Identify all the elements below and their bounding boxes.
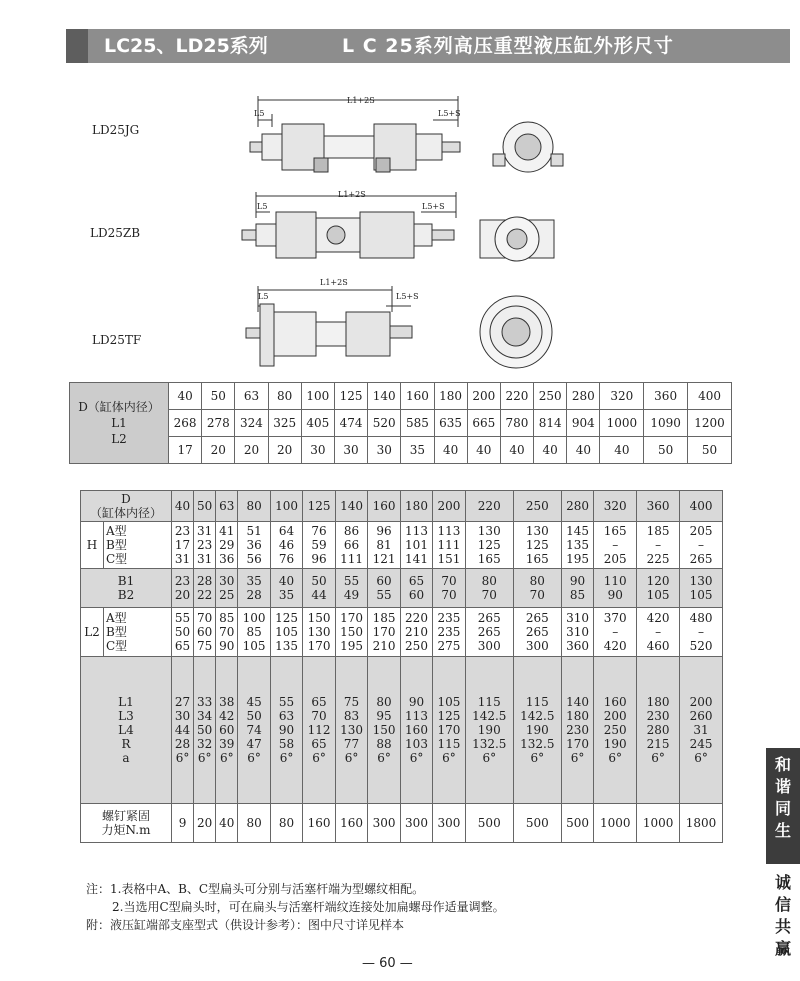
table1-cell: 40 [169, 383, 202, 410]
table2-header-cell: 63 [216, 491, 238, 522]
dim-right-ld25tf: L5+S [396, 292, 419, 301]
table2-cell: 500 [465, 804, 513, 843]
model-label-ld25jg: LD25JG [92, 123, 140, 137]
table2-cell: 75 83 130 77 6° [335, 657, 367, 804]
table1-cell: 63 [235, 383, 268, 410]
table2-header-cell: 200 [433, 491, 465, 522]
table1-cell: 904 [567, 410, 600, 437]
table1-cell: 400 [688, 383, 732, 410]
table1-cell: 80 [268, 383, 301, 410]
table2-cell: 105 125 170 115 6° [433, 657, 465, 804]
table2-cell: 120 105 [637, 569, 680, 608]
table1-cell: 40 [467, 437, 500, 464]
table2-cell: 180 230 280 215 6° [637, 657, 680, 804]
table2-cell: 28 22 [194, 569, 216, 608]
table2-cell: 130 125 165 [513, 522, 561, 569]
table2-cell: 300 [368, 804, 400, 843]
table1-cell: 40 [567, 437, 600, 464]
table2-cell: 300 [433, 804, 465, 843]
table2-header-cell: 360 [637, 491, 680, 522]
dim-left-ld25tf: L5 [258, 292, 269, 301]
table1-cell: 1200 [688, 410, 732, 437]
table2-cell: 40 35 [270, 569, 302, 608]
table2-header-d: D （缸体内径） [81, 491, 172, 522]
dim-right-ld25jg: L5+S [438, 109, 461, 118]
table1-cell: 50 [202, 383, 235, 410]
table2-cell: 80 70 [513, 569, 561, 608]
table2-cell: 55 50 65 [171, 608, 193, 657]
table2-sublabel: A型 B型 C型 [104, 522, 172, 569]
table2-cell: 110 90 [594, 569, 637, 608]
table1-cell: 405 [301, 410, 334, 437]
table1-cell: 1000 [600, 410, 644, 437]
table2-header-cell: 80 [238, 491, 270, 522]
table2-label-h: H [81, 522, 104, 569]
table2-header-cell: 125 [303, 491, 335, 522]
table1-cell: 360 [644, 383, 688, 410]
table2-cell: 310 310 360 [561, 608, 593, 657]
table1-cell: 220 [500, 383, 533, 410]
table1-cell: 30 [334, 437, 367, 464]
table2-cell: 60 55 [368, 569, 400, 608]
table2-cell: 185 170 210 [368, 608, 400, 657]
table1-cell: 278 [202, 410, 235, 437]
table2-cell: 30 25 [216, 569, 238, 608]
table2-cell: 185 – 225 [637, 522, 680, 569]
table2-cell: 125 105 135 [270, 608, 302, 657]
table2-cell: 96 81 121 [368, 522, 400, 569]
table2-cell: 55 63 90 58 6° [270, 657, 302, 804]
table1-cell: 140 [368, 383, 401, 410]
table2-cell: 86 66 111 [335, 522, 367, 569]
table2-cell: 265 265 300 [465, 608, 513, 657]
table2-cell: 140 180 230 170 6° [561, 657, 593, 804]
side-tab-bottom: 诚 信 共 赢 [774, 873, 791, 958]
table1-cell: 814 [534, 410, 567, 437]
table1-cell: 40 [434, 437, 467, 464]
table2-header-cell: 250 [513, 491, 561, 522]
model-label-ld25zb: LD25ZB [90, 226, 141, 240]
table2-cell: 370 – 420 [594, 608, 637, 657]
table1-cell: 20 [235, 437, 268, 464]
table2-cell: 70 60 75 [194, 608, 216, 657]
table2-cell: 90 113 160 103 6° [400, 657, 432, 804]
side-tab-top: 和 谐 同 生 [766, 748, 800, 864]
table2-header-cell: 320 [594, 491, 637, 522]
table2-cell: 220 210 250 [400, 608, 432, 657]
table2-header-cell: 50 [194, 491, 216, 522]
table1-cell: 320 [600, 383, 644, 410]
table1-cell: 20 [268, 437, 301, 464]
table2-cell: 41 29 36 [216, 522, 238, 569]
table2-header-cell: 180 [400, 491, 432, 522]
table2-cell: 80 [270, 804, 302, 843]
table1-cell: 325 [268, 410, 301, 437]
cylinder-drawing-ld25jg [238, 92, 568, 187]
table2-cell: 50 44 [303, 569, 335, 608]
table2-cell: 1000 [594, 804, 637, 843]
table2-cell: 23 20 [171, 569, 193, 608]
table2-cell: 130 125 165 [465, 522, 513, 569]
table1-cell: 100 [301, 383, 334, 410]
header-accent-bar [66, 29, 88, 63]
table2-label-torque: 螺钉紧固 力矩N.m [81, 804, 172, 843]
table1-cell: 268 [169, 410, 202, 437]
table2-cell: 31 23 31 [194, 522, 216, 569]
table2-cell: 235 235 275 [433, 608, 465, 657]
table2-cell: 150 130 170 [303, 608, 335, 657]
table2-cell: 65 70 112 65 6° [303, 657, 335, 804]
note-line: 附：液压缸端部支座型式（供设计参考）：图中尺寸详见样本 [86, 918, 405, 932]
table1-cell: 40 [600, 437, 644, 464]
table1-cell: 280 [567, 383, 600, 410]
table2-cell: 64 46 76 [270, 522, 302, 569]
table2-label-b: B1 B2 [81, 569, 172, 608]
note-line: 注：1.表格中A、B、C型扁头可分别与活塞杆端为型螺纹相配。 [86, 882, 425, 896]
table2-cell: 500 [513, 804, 561, 843]
table2-header-cell: 160 [368, 491, 400, 522]
table2-cell: 27 30 44 28 6° [171, 657, 193, 804]
table1-cell: 17 [169, 437, 202, 464]
table2-cell: 115 142.5 190 132.5 6° [465, 657, 513, 804]
table2-header-cell: 40 [171, 491, 193, 522]
dimension-table-l1-l2 [69, 382, 732, 464]
table2-cell: 1000 [637, 804, 680, 843]
table2-header-cell: 100 [270, 491, 302, 522]
table2-label-l2: L2 [81, 608, 104, 657]
table2-cell: 80 70 [465, 569, 513, 608]
table1-cell: 200 [467, 383, 500, 410]
table2-cell: 9 [171, 804, 193, 843]
table2-cell: 420 – 460 [637, 608, 680, 657]
table2-cell: 80 [238, 804, 270, 843]
dim-total-ld25jg: L1+2S [347, 96, 375, 105]
table1-cell: 160 [401, 383, 434, 410]
table2-header-cell: 400 [680, 491, 723, 522]
table2-cell: 480 – 520 [680, 608, 723, 657]
model-label-ld25tf: LD25TF [92, 333, 142, 347]
table1-cell: 40 [534, 437, 567, 464]
table2-cell: 33 34 50 32 6° [194, 657, 216, 804]
table1-row-header: D（缸体内径） L1 L2 [70, 383, 169, 464]
table1-cell: 50 [644, 437, 688, 464]
table2-cell: 300 [400, 804, 432, 843]
table2-cell: 265 265 300 [513, 608, 561, 657]
table2-cell: 45 50 74 47 6° [238, 657, 270, 804]
table1-cell: 585 [401, 410, 434, 437]
table2-cell: 70 70 [433, 569, 465, 608]
table2-header-cell: 280 [561, 491, 593, 522]
page-number: — 60 — [362, 956, 413, 971]
table2-cell: 200 260 31 245 6° [680, 657, 723, 804]
table2-cell: 76 59 96 [303, 522, 335, 569]
dim-total-ld25tf: L1+2S [320, 278, 348, 287]
dim-left-ld25jg: L5 [254, 109, 265, 118]
table2-cell: 160 200 250 190 6° [594, 657, 637, 804]
table2-cell: 35 28 [238, 569, 270, 608]
table2-cell: 100 85 105 [238, 608, 270, 657]
table2-cell: 1800 [680, 804, 723, 843]
page-title: L C 25系列高压重型液压缸外形尺寸 [342, 35, 674, 57]
table1-cell: 324 [235, 410, 268, 437]
table1-cell: 250 [534, 383, 567, 410]
table1-cell: 35 [401, 437, 434, 464]
dim-right-ld25zb: L5+S [422, 202, 445, 211]
notes [86, 880, 505, 934]
table1-cell: 665 [467, 410, 500, 437]
table1-cell: 520 [368, 410, 401, 437]
dim-left-ld25zb: L5 [257, 202, 268, 211]
dim-total-ld25zb: L1+2S [338, 190, 366, 199]
table1-cell: 474 [334, 410, 367, 437]
table2-cell: 55 49 [335, 569, 367, 608]
table2-cell: 40 [216, 804, 238, 843]
table1-cell: 20 [202, 437, 235, 464]
table2-cell: 38 42 60 39 6° [216, 657, 238, 804]
table2-label-misc: L1 L3 L4 R a [81, 657, 172, 804]
table1-cell: 125 [334, 383, 367, 410]
table2-cell: 165 – 205 [594, 522, 637, 569]
table2-header-cell: 220 [465, 491, 513, 522]
table2-cell: 23 17 31 [171, 522, 193, 569]
table1-cell: 1090 [644, 410, 688, 437]
table2-cell: 160 [303, 804, 335, 843]
table1-cell: 30 [368, 437, 401, 464]
table2-cell: 65 60 [400, 569, 432, 608]
table2-cell: 130 105 [680, 569, 723, 608]
table2-header-cell: 140 [335, 491, 367, 522]
table1-cell: 635 [434, 410, 467, 437]
table1-cell: 30 [301, 437, 334, 464]
table2-cell: 80 95 150 88 6° [368, 657, 400, 804]
note-line: 2.当选用C型扁头时，可在扁头与活塞杆端纹连接处加扁螺母作适量调整。 [112, 900, 505, 914]
table2-cell: 51 36 56 [238, 522, 270, 569]
table2-cell: 145 135 195 [561, 522, 593, 569]
table2-cell: 500 [561, 804, 593, 843]
dimension-table-detail [80, 490, 723, 843]
table2-cell: 85 70 90 [216, 608, 238, 657]
table1-cell: 50 [688, 437, 732, 464]
table2-cell: 170 150 195 [335, 608, 367, 657]
table2-cell: 90 85 [561, 569, 593, 608]
table2-cell: 205 – 265 [680, 522, 723, 569]
table2-sublabel: A型 B型 C型 [104, 608, 172, 657]
table2-cell: 113 101 141 [400, 522, 432, 569]
table1-cell: 40 [500, 437, 533, 464]
table2-cell: 160 [335, 804, 367, 843]
table2-cell: 20 [194, 804, 216, 843]
series-title: LC25、LD25系列 [104, 35, 268, 57]
table2-cell: 113 111 151 [433, 522, 465, 569]
table2-cell: 115 142.5 190 132.5 6° [513, 657, 561, 804]
table1-cell: 780 [500, 410, 533, 437]
cylinder-drawing-ld25zb [236, 190, 566, 270]
table1-cell: 180 [434, 383, 467, 410]
